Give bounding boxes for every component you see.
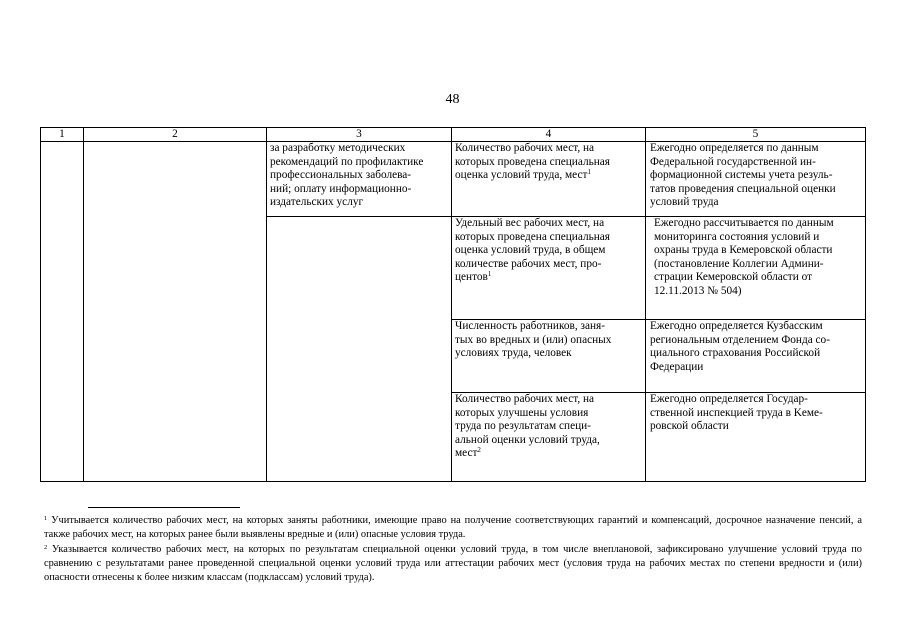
footnote-ref: 1	[587, 168, 591, 177]
funding-purpose-text: за разработку методических рекомендаций по профилактике профессиональных заболева- ний; оплату информационно- издательских услуг	[270, 142, 424, 209]
col4-cell	[452, 217, 646, 320]
col5-cell	[646, 320, 866, 393]
col4-cell	[452, 320, 646, 393]
column-header: 4	[452, 128, 646, 142]
footnote-mark: 1	[44, 515, 48, 522]
indicator-text: Численность работников, заня- тых во вредных и (или) опасных условиях труда, человек	[455, 320, 612, 360]
indicator-text: Количество рабочих мест, на которых улучшены условия труда по результатам специ- альной оценки условий труда, мест	[455, 393, 600, 460]
col5-cell	[646, 217, 866, 320]
footnote-separator	[88, 507, 240, 508]
indicator-text: Удельный вес рабочих мест, на которых проведена специальная оценка условий труда, в общем количестве рабочих мест, про- центов	[455, 217, 611, 284]
indicators-table	[40, 127, 866, 482]
table-row	[41, 142, 866, 217]
footnote-ref: 1	[487, 270, 492, 279]
col3-cell	[267, 142, 452, 217]
indicator-text: Количество рабочих мест, на которых проведена специальная оценка условий труда, мест	[455, 142, 611, 182]
table-header-row	[41, 128, 866, 142]
source-text: Ежегодно определяется Кузбасским региональным отделением Фонда со- циального страхования Российской Федерации	[650, 320, 830, 373]
col1-cell	[41, 142, 84, 482]
col5-cell	[646, 393, 866, 482]
footnote-text: Учитывается количество рабочих мест, на которых заняты работники, имеющие право на получение соответствующих гарантий и компенсаций, досрочное назначение пенсий, а также рабочих мест, на которых ранее были выявлены вредные и (или) опасные условия труда.	[44, 515, 862, 541]
page-number: 48	[445, 92, 460, 107]
col4-cell	[452, 393, 646, 482]
column-header: 5	[646, 128, 866, 142]
col2-cell	[84, 142, 267, 482]
col4-cell	[452, 142, 646, 217]
column-header: 2	[84, 128, 267, 142]
source-text: Ежегодно рассчитывается по данным мониторинга состояния условий и охраны труда в Кемеровской области (постановление Коллегии Админи- страции Кемеровской области от 12.11.2013 № 504)	[654, 217, 834, 297]
col5-cell	[646, 142, 866, 217]
footnote-text: Указывается количество рабочих мест, на которых по результатам специальной оценки условий труда, в том числе внеплановой, зафиксировано улучшение условий труда по сравнению с результатами ранее проведенной специальной оценки условий труда или аттестации рабочих мест (условия труда на рабочих местах по степени вредности и (или) опасности отнесены к более низким классам (подклассам) условий труда).	[44, 543, 862, 584]
footnotes	[44, 514, 862, 585]
footnote-ref: 2	[477, 446, 481, 455]
source-text: Ежегодно определяется по данным Федеральной государственной ин- формационной системы учета резуль- татов проведения специальной оценки условий труда	[650, 142, 836, 209]
source-text: Ежегодно определяется Государ- ственной инспекцией труда в Keме- ровской области	[650, 393, 823, 433]
column-header: 1	[41, 128, 84, 142]
footnote	[44, 514, 862, 543]
column-header: 3	[267, 128, 452, 142]
footnote	[44, 543, 862, 586]
col3-cell	[267, 217, 452, 482]
footnote-mark: 2	[44, 543, 48, 551]
